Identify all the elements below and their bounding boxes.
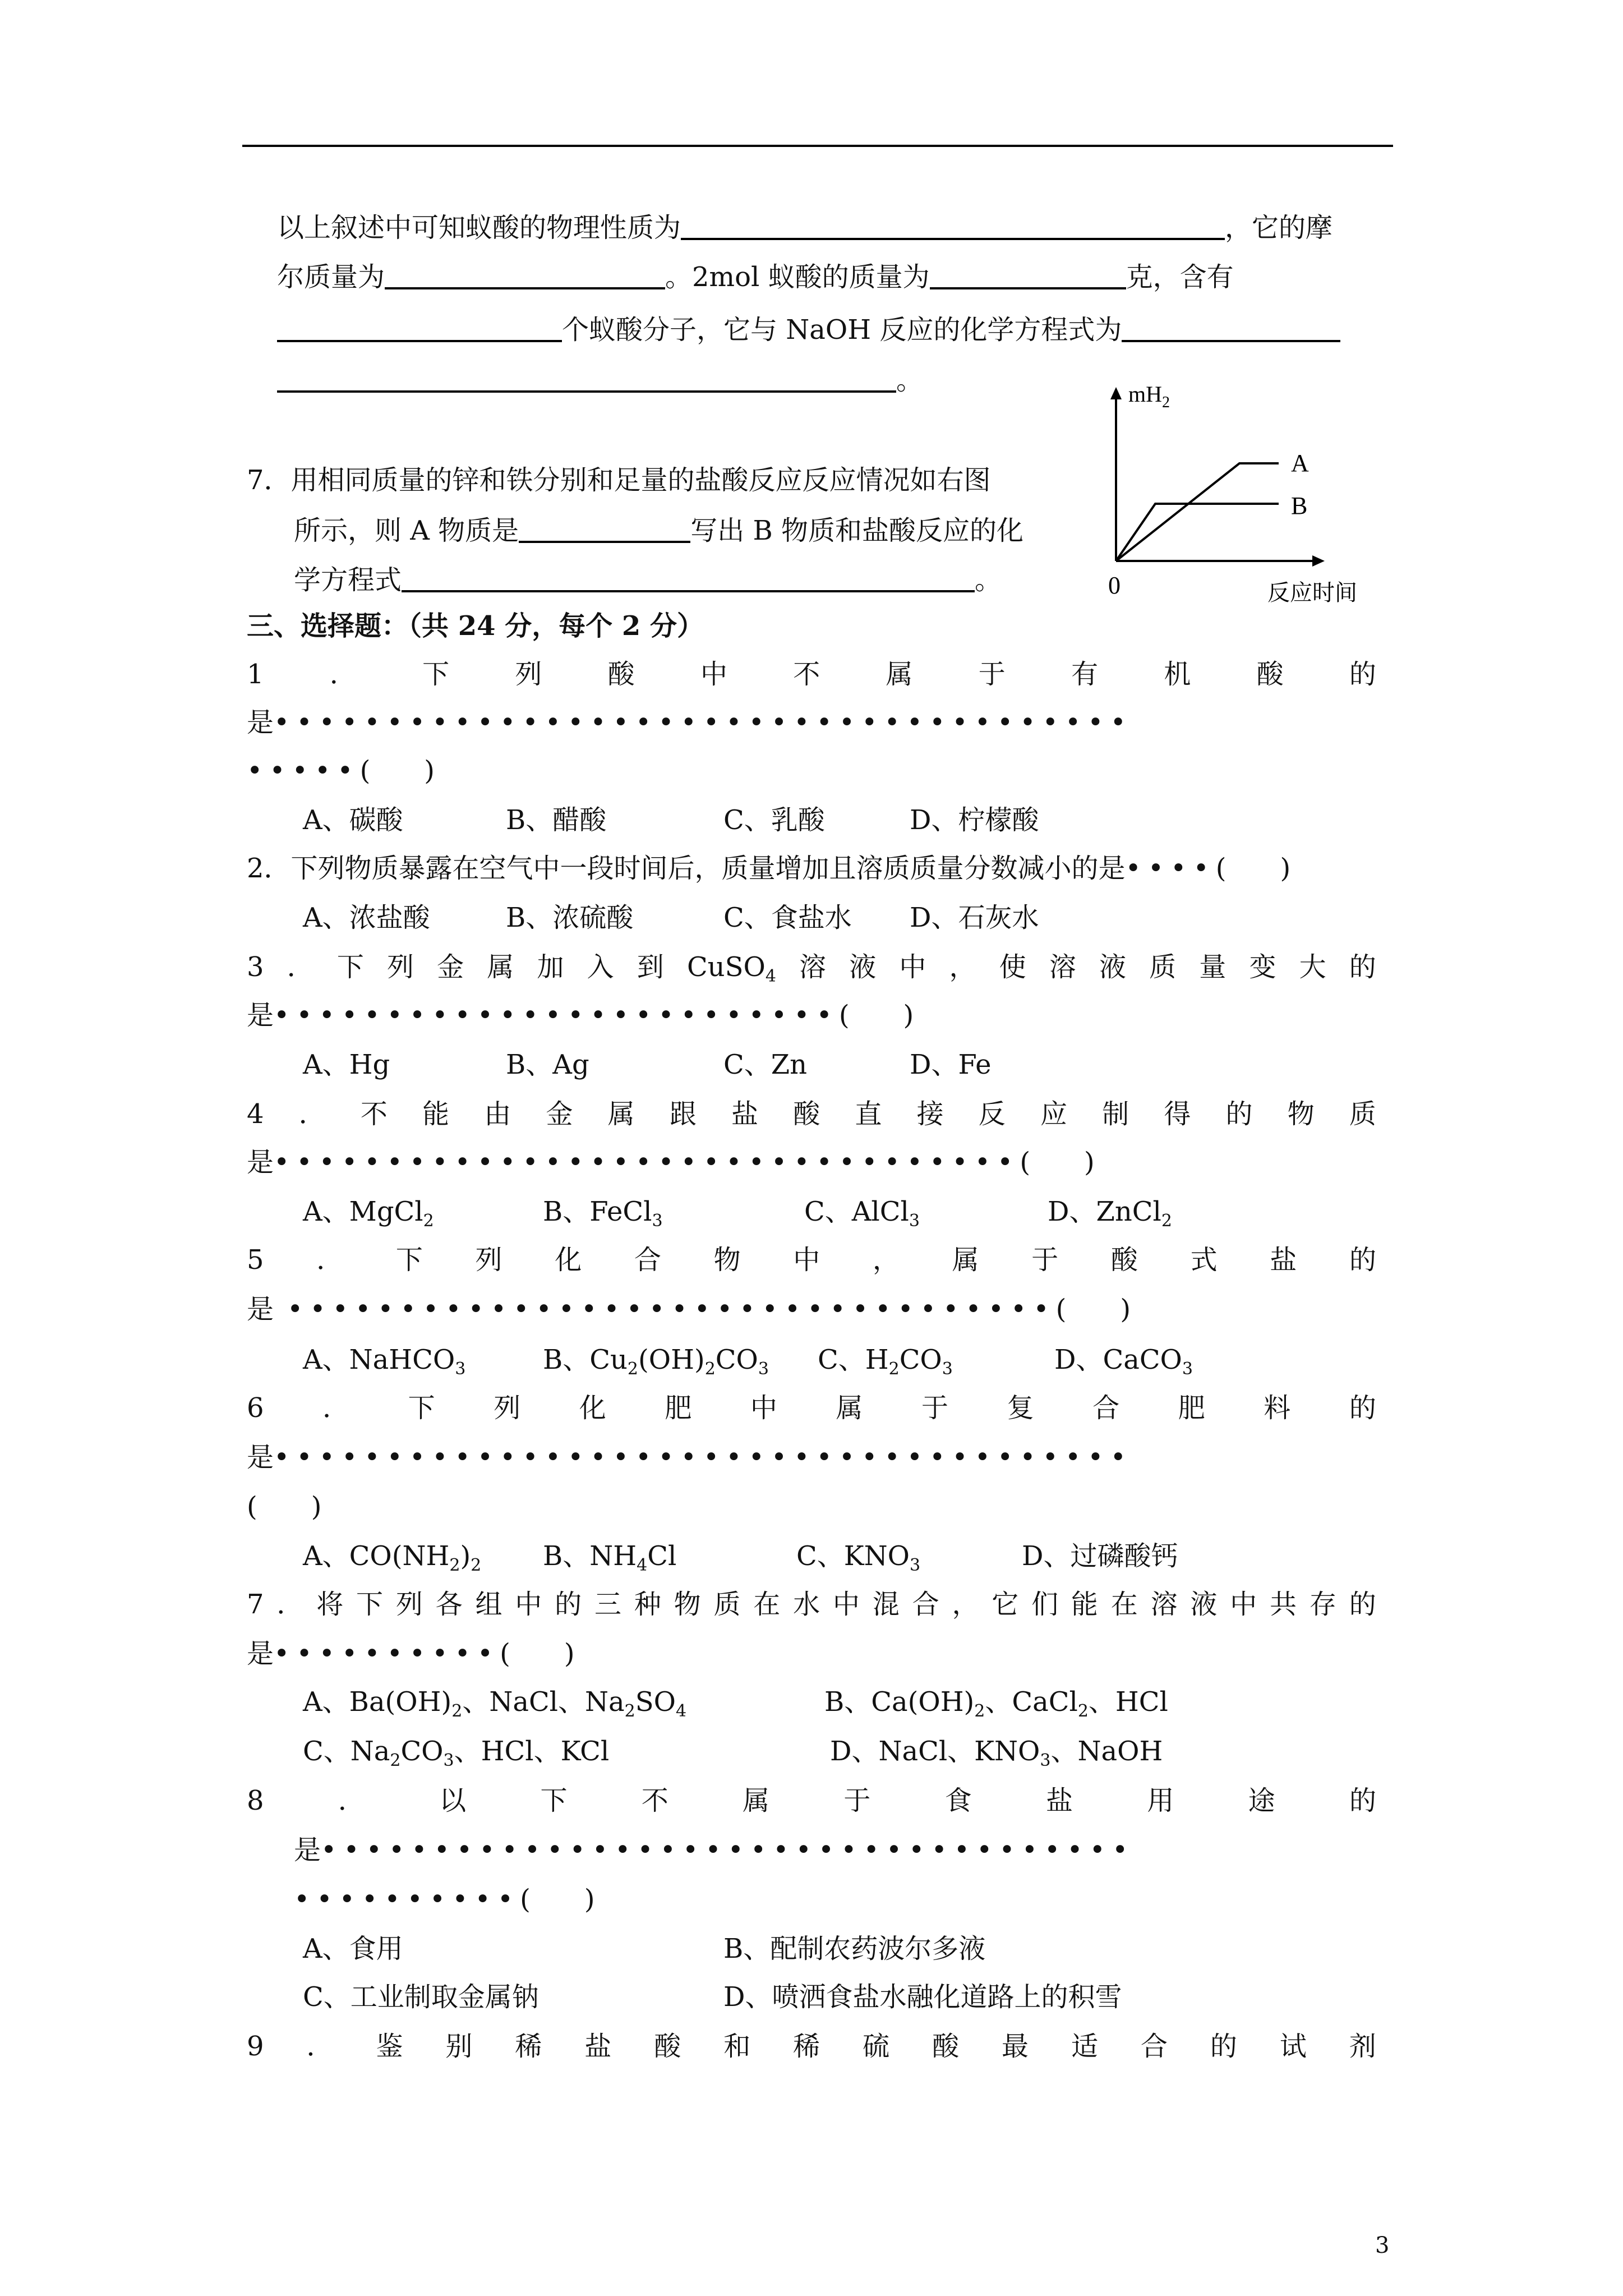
char: 各: [435, 1589, 463, 1620]
q4-option-d[interactable]: D、ZnCl$_2$: [1048, 1196, 1172, 1231]
char: 鉴: [376, 2031, 403, 2062]
char: ．: [322, 1392, 350, 1424]
q7-fill-line-3: [294, 564, 1002, 596]
char: 应: [1040, 1098, 1067, 1130]
text: 。2mol 蚁酸的质量为: [665, 261, 930, 293]
char: 是: [247, 1147, 274, 1178]
char: 下: [540, 1785, 568, 1816]
char: 3: [247, 951, 264, 983]
fill-line-1: [277, 213, 1332, 241]
char: 大: [1299, 951, 1326, 983]
label-b: B: [1291, 492, 1308, 519]
fill-line-4: [277, 366, 923, 394]
char: 它: [992, 1589, 1019, 1620]
char: 适: [1071, 2031, 1098, 2062]
char: 下: [422, 659, 450, 690]
char: 质: [1149, 951, 1177, 983]
char: 组: [475, 1589, 502, 1620]
char: 机: [1164, 659, 1191, 690]
char: 合: [912, 1589, 939, 1620]
q3-option-c[interactable]: C、Zn: [723, 1049, 807, 1080]
origin-label: 0: [1108, 572, 1121, 599]
q5-option-b[interactable]: B、$Cu_2(OH)_2CO_3$: [543, 1344, 769, 1379]
q8-option-a[interactable]: A、食用: [303, 1933, 403, 1964]
char: 式: [1190, 1244, 1218, 1276]
char: 于: [1031, 1244, 1059, 1276]
char: 属: [886, 659, 913, 690]
char: 金: [437, 951, 464, 983]
char: 中: [700, 659, 727, 690]
char: 能: [1071, 1589, 1098, 1620]
char: 属: [743, 1785, 770, 1816]
char: 的: [1349, 659, 1376, 690]
char: 物: [674, 1589, 701, 1620]
char: 使: [999, 951, 1026, 983]
char: 试: [1279, 2031, 1307, 2062]
char: 盐: [731, 1098, 759, 1130]
dot-leader: ••••••••••••••••••••••••••••••••••••••: [274, 1442, 1133, 1473]
char: 物: [713, 1244, 741, 1276]
page-number: 3: [1375, 2233, 1390, 2258]
q6-option-a[interactable]: A、$CO(NH_2)_2$: [303, 1540, 482, 1575]
char: 不: [793, 659, 820, 690]
char: 剂: [1349, 2031, 1376, 2062]
formula: CuSO$_4$: [686, 951, 776, 986]
char: 是: [247, 1294, 274, 1325]
char: 属: [952, 1244, 979, 1276]
q1-stem-line-2: [247, 709, 1133, 736]
char: ，: [949, 951, 976, 983]
char: 共: [1270, 1589, 1297, 1620]
char: 8: [247, 1785, 264, 1816]
char: 硫: [863, 2031, 890, 2062]
char: 液: [849, 951, 877, 983]
char: 最: [1002, 2031, 1029, 2062]
char: 化: [555, 1244, 582, 1276]
q3-stem-line-2: [247, 1002, 914, 1029]
char: 别: [445, 2031, 473, 2062]
q2-stem: [247, 855, 1290, 882]
char: 是: [247, 1638, 274, 1669]
line-b: [1116, 504, 1279, 561]
char: 溶: [1150, 1589, 1178, 1620]
q4-stem: [247, 1098, 1376, 1130]
blank[interactable]: [519, 516, 690, 543]
dot-leader: ••••••••••••••••••••••••••••••••••••••: [274, 707, 1133, 738]
q3-option-d[interactable]: D、Fe: [910, 1049, 992, 1080]
char: 的: [1349, 1589, 1376, 1620]
answer-paren[interactable]: ( ): [1215, 853, 1291, 884]
char: 以: [439, 1785, 467, 1816]
char: 下: [408, 1392, 435, 1424]
char: 6: [247, 1392, 264, 1424]
char: 的: [1349, 951, 1376, 983]
dot-leader: ••••••••••••••••••••••••••••••••••: [287, 1294, 1056, 1325]
char: ，: [872, 1244, 900, 1276]
char: 水: [793, 1589, 820, 1620]
label-a: A: [1291, 449, 1309, 477]
char: ．: [276, 1589, 304, 1620]
char: 下: [395, 1244, 423, 1276]
char: 酸: [932, 2031, 960, 2062]
q3-option-a[interactable]: A、Hg: [303, 1049, 390, 1080]
q8-stem: [247, 1787, 1376, 1814]
char: ．: [298, 1098, 326, 1130]
char: 盐: [584, 2031, 612, 2062]
q7-option-d[interactable]: D、NaCl、$KNO_3$、NaOH: [830, 1736, 1163, 1770]
char: 们: [1031, 1589, 1059, 1620]
q1-stem: [247, 661, 1376, 688]
q2-option-b[interactable]: B、浓硫酸: [506, 902, 634, 933]
blank[interactable]: [385, 263, 665, 289]
char: 9: [247, 2031, 264, 2062]
char: 有: [1071, 659, 1099, 690]
char: 稀: [793, 2031, 820, 2062]
answer-paren[interactable]: ( ): [520, 1884, 595, 1915]
text: 2．下列物质暴露在空气中一段时间后，质量增加且溶质质量分数减小的是: [247, 853, 1126, 884]
char: 下: [356, 1589, 384, 1620]
dot-leader: •••••••••••••••••••••••••••••••••: [274, 1147, 1020, 1178]
char: 在: [1110, 1589, 1138, 1620]
q1-option-d[interactable]: D、柠檬酸: [910, 804, 1039, 836]
q6-stem-line-2: [247, 1444, 1133, 1471]
q1-option-c[interactable]: C、乳酸: [723, 804, 825, 836]
q6-answer-paren[interactable]: ( ): [247, 1491, 322, 1522]
blank[interactable]: [402, 565, 975, 592]
char: 质: [713, 1589, 741, 1620]
q8-stem-line-3: [294, 1886, 595, 1913]
char: 1: [247, 659, 264, 690]
char: 列: [475, 1244, 502, 1276]
q3-option-b[interactable]: B、Ag: [506, 1049, 589, 1080]
char: 直: [855, 1098, 882, 1130]
q9-stem: [247, 2033, 1376, 2060]
y-axis-label: $mH_2$: [1128, 381, 1170, 411]
q1-option-a[interactable]: A、碳酸: [303, 804, 403, 836]
answer-paren[interactable]: ( ): [500, 1638, 575, 1669]
char: 到: [637, 951, 664, 983]
char: 得: [1164, 1098, 1191, 1130]
char: 中: [750, 1392, 777, 1424]
char: 酸: [654, 2031, 681, 2062]
q7-stem: [247, 1591, 1376, 1618]
q6-stem: [247, 1392, 1376, 1424]
text: 以上叙述中可知蚁酸的物理性质为: [277, 212, 681, 243]
char: 加: [537, 951, 564, 983]
char: 混: [872, 1589, 900, 1620]
char: 属: [487, 951, 514, 983]
text: 学方程式: [294, 564, 402, 596]
char: 食: [944, 1785, 972, 1816]
reaction-graph: [1088, 381, 1391, 617]
char: 是: [247, 707, 274, 738]
char: 属: [836, 1392, 863, 1424]
char: 酸: [607, 659, 635, 690]
char: 料: [1264, 1392, 1291, 1424]
q4-option-a[interactable]: A、MgCl$_2$: [303, 1196, 434, 1231]
char: 7: [247, 1589, 264, 1620]
q5-stem-line-2: [247, 1296, 1131, 1323]
char: 中: [1230, 1589, 1257, 1620]
char: 5: [247, 1244, 264, 1276]
char: 是: [294, 1834, 321, 1866]
answer-paren[interactable]: ( ): [838, 1000, 914, 1031]
char: 中: [899, 951, 926, 983]
char: 肥: [1178, 1392, 1205, 1424]
char: 用: [1147, 1785, 1174, 1816]
blank[interactable]: [277, 366, 896, 393]
text: 克，含有: [1126, 261, 1234, 293]
char: 列: [494, 1392, 521, 1424]
char: 金: [546, 1098, 573, 1130]
x-axis-arrow: [1312, 555, 1325, 567]
x-axis-label: 反应时间: [1267, 580, 1357, 605]
text: 所示，则 A 物质是: [294, 515, 519, 546]
char: 列: [395, 1589, 423, 1620]
char: 是: [247, 1442, 274, 1473]
blank[interactable]: [277, 315, 562, 342]
char: 溶: [1049, 951, 1076, 983]
char: 跟: [669, 1098, 697, 1130]
q6-option-c[interactable]: C、$KNO_3$: [796, 1540, 921, 1575]
char: 种: [634, 1589, 661, 1620]
char: 溶: [799, 951, 827, 983]
char: 接: [916, 1098, 944, 1130]
char: 于: [843, 1785, 871, 1816]
answer-paren[interactable]: ( ): [1020, 1147, 1095, 1178]
char: 合: [1140, 2031, 1168, 2062]
q5-option-a[interactable]: A、NaHCO$_3$: [303, 1344, 466, 1379]
dot-leader: ••••••••••: [294, 1884, 520, 1915]
char: 酸: [793, 1098, 820, 1130]
blank[interactable]: [1122, 315, 1340, 342]
dot-leader: ••••••••••: [274, 1638, 500, 1669]
text: ，它的摩: [1225, 212, 1333, 243]
q7-fill-line-1: 7．用相同质量的锌和铁分别和足量的盐酸反应反应情况如右图: [247, 464, 991, 496]
char: 下: [336, 951, 364, 983]
char: 能: [422, 1098, 450, 1130]
text: 写出 B 物质和盐酸反应的化: [690, 515, 1023, 546]
text: 个蚁酸分子，它与 NaOH 反应的化学方程式为: [562, 314, 1122, 346]
char: 反: [978, 1098, 1006, 1130]
char: 肥: [665, 1392, 692, 1424]
char: 的: [1349, 1392, 1376, 1424]
q4-stem-line-2: [247, 1149, 1095, 1176]
char: 酸: [1256, 659, 1284, 690]
text: 。: [975, 564, 1002, 596]
char: 和: [723, 2031, 751, 2062]
char: 于: [978, 659, 1006, 690]
section-title: 三、选择题：（共 24 分，每个 2 分）: [247, 610, 704, 642]
q2-option-a[interactable]: A、浓盐酸: [303, 902, 430, 933]
line-a: [1116, 463, 1279, 561]
char: 列: [387, 951, 414, 983]
header-rule: [242, 145, 1393, 147]
char: 4: [247, 1098, 264, 1130]
dot-leader: ••••: [1125, 853, 1216, 884]
q5-stem: [247, 1244, 1376, 1276]
dot-leader: •••••: [247, 755, 360, 786]
char: 复: [1007, 1392, 1034, 1424]
char: 于: [921, 1392, 949, 1424]
q6-option-d[interactable]: D、过磷酸钙: [1022, 1540, 1178, 1572]
dot-leader: ••••••••••••••••••••••••••••••••••••: [321, 1834, 1135, 1866]
q1-stem-line-3: [247, 757, 435, 784]
q8-option-d[interactable]: D、喷洒食盐水融化道路上的积雪: [723, 1981, 1122, 2013]
char: 制: [1102, 1098, 1129, 1130]
q8-option-c[interactable]: C、工业制取金属钠: [303, 1981, 539, 2013]
char: 稀: [515, 2031, 542, 2062]
char: 入: [587, 951, 614, 983]
char: 液: [1099, 951, 1126, 983]
char: 合: [634, 1244, 661, 1276]
char: 盐: [1270, 1244, 1297, 1276]
text: 尔质量为: [277, 261, 385, 293]
char: 不: [360, 1098, 388, 1130]
char: 中: [515, 1589, 542, 1620]
char: 中: [793, 1244, 820, 1276]
q4-option-b[interactable]: B、FeCl$_3$: [543, 1196, 663, 1231]
char: 量: [1199, 951, 1227, 983]
q7-option-b[interactable]: B、$Ca(OH)_2$、CaCl$_2$、HCl: [824, 1686, 1168, 1721]
answer-paren[interactable]: ( ): [359, 755, 435, 786]
q3-stem: [247, 951, 1376, 986]
q5-option-d[interactable]: D、CaCO$_3$: [1054, 1344, 1193, 1379]
char: ．: [338, 1785, 365, 1816]
char: 在: [753, 1589, 781, 1620]
blank[interactable]: [930, 263, 1126, 289]
char: 盐: [1046, 1785, 1073, 1816]
char: 物: [1287, 1098, 1315, 1130]
q7-option-a[interactable]: A、$Ba(OH)_2$、NaCl、$Na_2SO_4$: [303, 1686, 687, 1721]
char: 列: [515, 659, 542, 690]
char: 的: [1349, 1785, 1376, 1816]
char: ．: [316, 1244, 344, 1276]
q4-option-c[interactable]: C、AlCl$_3$: [804, 1196, 920, 1231]
char: 是: [247, 1000, 274, 1031]
char: 的: [1210, 2031, 1237, 2062]
q8-stem-line-2: [294, 1834, 1135, 1866]
char: 化: [579, 1392, 606, 1424]
char: 将: [316, 1589, 344, 1620]
y-axis-arrow: [1110, 387, 1122, 399]
dot-leader: •••••••••••••••••••••••••: [274, 1000, 839, 1031]
char: 中: [832, 1589, 860, 1620]
q2-option-d[interactable]: D、石灰水: [910, 902, 1039, 933]
text: 。: [896, 365, 924, 396]
char: ，: [952, 1589, 979, 1620]
char: 途: [1248, 1785, 1275, 1816]
q1-option-b[interactable]: B、醋酸: [506, 804, 607, 836]
char: 合: [1092, 1392, 1120, 1424]
char: 质: [1349, 1098, 1376, 1130]
q7-stem-line-2: [247, 1640, 575, 1667]
q2-option-c[interactable]: C、食盐水: [723, 902, 852, 933]
blank[interactable]: [681, 213, 1225, 240]
answer-paren[interactable]: ( ): [1055, 1294, 1131, 1325]
char: ．: [306, 2031, 334, 2062]
q7-fill-line-2: [294, 516, 1023, 544]
q8-option-b[interactable]: B、配制农药波尔多液: [723, 1933, 986, 1964]
char: 不: [641, 1785, 668, 1816]
q6-option-b[interactable]: B、$NH_4Cl$: [543, 1540, 677, 1575]
char: 的: [1349, 1244, 1376, 1276]
char: 由: [484, 1098, 511, 1130]
char: 酸: [1110, 1244, 1138, 1276]
q5-option-c[interactable]: C、$H_2CO_3$: [818, 1344, 953, 1379]
char: 变: [1249, 951, 1276, 983]
char: 属: [607, 1098, 635, 1130]
q7-option-c[interactable]: C、$Na_2CO_3$、HCl、KCl: [303, 1736, 610, 1770]
fill-line-3: [277, 314, 1340, 346]
char: 三: [594, 1589, 621, 1620]
char: 的: [555, 1589, 582, 1620]
char: 的: [1225, 1098, 1253, 1130]
char: 存: [1309, 1589, 1336, 1620]
char: 液: [1190, 1589, 1218, 1620]
fill-line-2: [277, 263, 1234, 291]
char: ．: [329, 659, 357, 690]
char: ．: [287, 951, 314, 983]
